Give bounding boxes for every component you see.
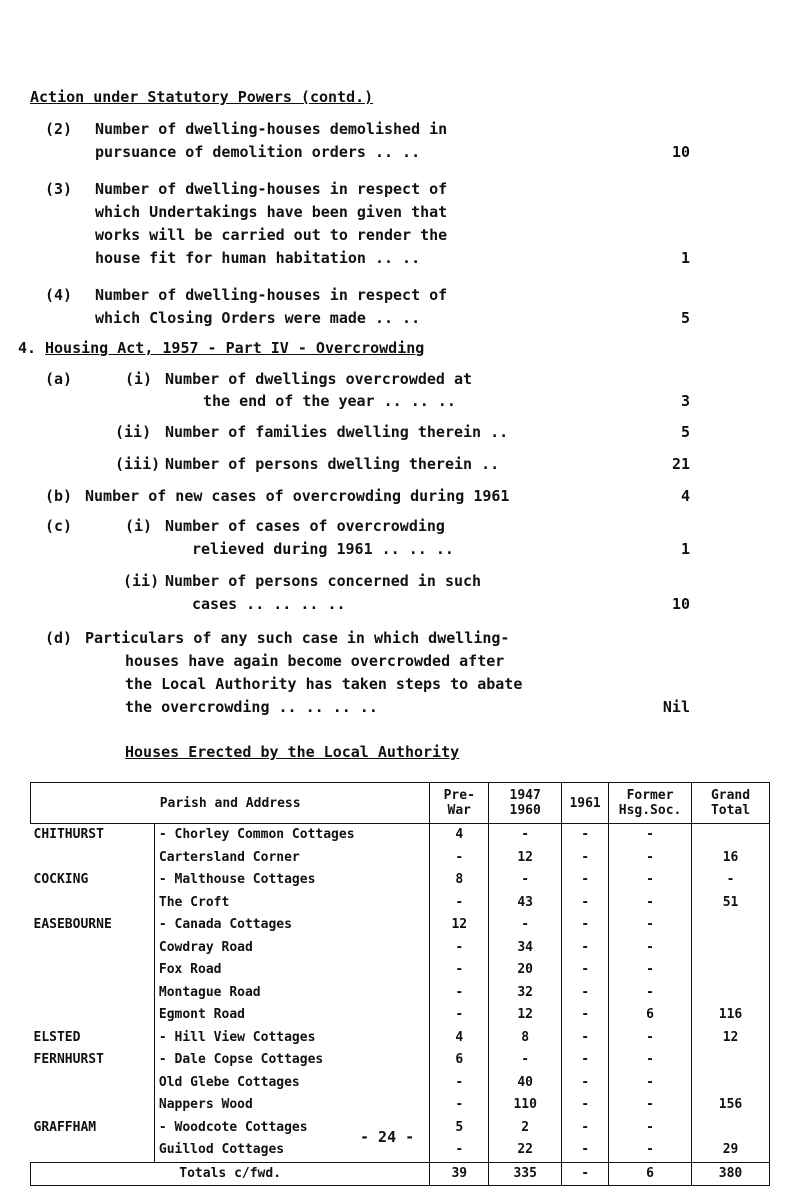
table-row [31,1004,770,1027]
row-pre-war: - [430,892,489,915]
row-former: - [609,1117,692,1140]
row-parish [31,937,155,960]
item-3-line-4: house fit for human habitation .. .. [95,249,421,267]
sub-c-ii-line-1: Number of persons concerned in such [165,572,482,590]
row-grand-total [692,824,770,847]
table-row [31,869,770,892]
row-former: - [609,1094,692,1117]
table-row [31,892,770,915]
row-grand-total: 29 [692,1139,770,1162]
row-1961: - [562,1094,609,1117]
row-pre-war: 5 [430,1117,489,1140]
item-3-number: (3) [45,180,73,198]
sub-a-iii-label: (iii) [115,455,161,473]
table-row [31,1094,770,1117]
table-header-row [31,783,770,824]
row-address: - Canada Cottages [154,914,429,937]
row-grand-total [692,982,770,1005]
page-heading: Action under Statutory Powers (contd.) [30,88,374,106]
sub-c-label: (c) [45,517,73,535]
row-grand-total: - [692,869,770,892]
sub-c-ii-value: 10 [671,595,690,613]
row-1947-1960: - [489,1049,562,1072]
item-3-line-2: which Undertakings have been given that [95,203,448,221]
sub-a-i-value: 3 [680,392,690,410]
item-2-line-1: Number of dwelling-houses demolished in [95,120,448,138]
row-1947-1960: 12 [489,1004,562,1027]
sub-a-label: (a) [45,370,73,388]
sub-a-i-line-2: the end of the year .. .. .. [203,392,456,410]
totals-1947-1960: 335 [489,1162,562,1185]
row-former: - [609,1139,692,1162]
row-pre-war: 8 [430,869,489,892]
row-1961: - [562,1139,609,1162]
row-address: - Chorley Common Cottages [154,824,429,847]
sub-d-line-4: the overcrowding .. .. .. .. [125,698,378,716]
totals-former: 6 [609,1162,692,1185]
row-1947-1960: 43 [489,892,562,915]
row-parish: COCKING [31,869,155,892]
row-parish [31,1139,155,1162]
row-pre-war: - [430,1072,489,1095]
item-4-value: 5 [680,309,690,327]
row-address: Egmont Road [154,1004,429,1027]
header-parish: Parish and Address [31,783,430,824]
sub-c-i-line-1: Number of cases of overcrowding [165,517,445,535]
sub-c-ii-label: (ii) [123,572,160,590]
header-grand-total: Grand Total [692,783,770,824]
row-address: The Croft [154,892,429,915]
row-grand-total [692,937,770,960]
header-1947-1960: 1947 1960 [489,783,562,824]
row-1947-1960: 22 [489,1139,562,1162]
row-1961: - [562,892,609,915]
sub-a-i-label: (i) [125,370,153,388]
row-1947-1960: 40 [489,1072,562,1095]
item-3-line-3: works will be carried out to render the [95,226,448,244]
table-row [31,937,770,960]
row-grand-total: 16 [692,847,770,870]
row-1961: - [562,1049,609,1072]
row-1961: - [562,1117,609,1140]
row-1961: - [562,824,609,847]
sub-b-text: Number of new cases of overcrowding during 1961 [85,487,510,505]
row-grand-total [692,1049,770,1072]
row-parish [31,1072,155,1095]
row-parish [31,1094,155,1117]
row-1961: - [562,869,609,892]
row-pre-war: - [430,1004,489,1027]
item-2-line-2: pursuance of demolition orders .. .. [95,143,421,161]
row-pre-war: - [430,1139,489,1162]
sub-a-iii-text: Number of persons dwelling therein .. [165,455,500,473]
table-row [31,824,770,847]
row-grand-total: 51 [692,892,770,915]
totals-pre-war: 39 [430,1162,489,1185]
row-address: - Malthouse Cottages [154,869,429,892]
table-title: Houses Erected by the Local Authority [125,743,460,761]
row-parish: FERNHURST [31,1049,155,1072]
sub-d-line-3: the Local Authority has taken steps to abate [125,675,523,693]
row-grand-total [692,959,770,982]
row-parish: GRAFFHAM [31,1117,155,1140]
table-row [31,959,770,982]
row-1947-1960: - [489,869,562,892]
sub-b-label: (b) [45,487,73,505]
row-former: - [609,869,692,892]
row-pre-war: 6 [430,1049,489,1072]
row-1961: - [562,847,609,870]
row-former: - [609,959,692,982]
row-former: - [609,937,692,960]
item-4-line-2: which Closing Orders were made .. .. [95,309,421,327]
table-row [31,1027,770,1050]
row-1947-1960: 32 [489,982,562,1005]
sub-c-i-label: (i) [125,517,153,535]
header-pre-war: Pre- War [430,783,489,824]
row-address: Cowdray Road [154,937,429,960]
item-3-value: 1 [680,249,690,267]
row-1947-1960: - [489,824,562,847]
row-1947-1960: - [489,914,562,937]
row-1947-1960: 12 [489,847,562,870]
row-former: - [609,1049,692,1072]
row-1961: - [562,1072,609,1095]
row-pre-war: 4 [430,1027,489,1050]
row-pre-war: - [430,847,489,870]
row-address: Cartersland Corner [154,847,429,870]
row-former: - [609,892,692,915]
item-3-line-1: Number of dwelling-houses in respect of [95,180,448,198]
row-grand-total [692,1117,770,1140]
row-1947-1960: 20 [489,959,562,982]
row-address: - Hill View Cottages [154,1027,429,1050]
row-former: - [609,847,692,870]
sub-a-i-line-1: Number of dwellings overcrowded at [165,370,473,388]
sub-a-ii-text: Number of families dwelling therein .. [165,423,509,441]
totals-grand-total: 380 [692,1162,770,1185]
row-address: Fox Road [154,959,429,982]
row-former: - [609,1072,692,1095]
section-4-title: Housing Act, 1957 - Part IV - Overcrowding [45,339,425,357]
totals-label: Totals c/fwd. [31,1162,430,1185]
row-1947-1960: 8 [489,1027,562,1050]
row-grand-total: 116 [692,1004,770,1027]
row-pre-war: - [430,982,489,1005]
totals-1961: - [562,1162,609,1185]
row-grand-total [692,914,770,937]
header-1961: 1961 [562,783,609,824]
sub-d-line-1: Particulars of any such case in which dwelling- [85,629,510,647]
row-address: Montague Road [154,982,429,1005]
row-1961: - [562,959,609,982]
sub-a-ii-value: 5 [680,423,690,441]
sub-d-line-2: houses have again become overcrowded after [125,652,505,670]
row-pre-war: 4 [430,824,489,847]
row-parish: ELSTED [31,1027,155,1050]
sub-c-ii-line-2: cases .. .. .. .. [192,595,346,613]
row-parish: EASEBOURNE [31,914,155,937]
section-4-number: 4. [18,339,37,357]
table-row [31,1072,770,1095]
row-parish [31,959,155,982]
row-former: - [609,824,692,847]
row-1961: - [562,937,609,960]
sub-a-ii-label: (ii) [115,423,152,441]
item-4-line-1: Number of dwelling-houses in respect of [95,286,448,304]
row-former: 6 [609,1004,692,1027]
row-grand-total [692,1072,770,1095]
totals-row [31,1162,770,1185]
row-1961: - [562,982,609,1005]
row-1947-1960: 110 [489,1094,562,1117]
row-pre-war: 12 [430,914,489,937]
table-row [31,1049,770,1072]
row-1947-1960: 34 [489,937,562,960]
row-former: - [609,914,692,937]
table-row [31,914,770,937]
sub-c-i-value: 1 [680,540,690,558]
row-pre-war: - [430,1094,489,1117]
row-1947-1960: 2 [489,1117,562,1140]
sub-b-value: 4 [680,487,690,505]
sub-d-label: (d) [45,629,73,647]
row-address: Guillod Cottages [154,1139,429,1162]
row-1961: - [562,1027,609,1050]
row-parish [31,892,155,915]
row-pre-war: - [430,959,489,982]
table-row [31,982,770,1005]
row-parish [31,1004,155,1027]
row-address: Nappers Wood [154,1094,429,1117]
sub-a-iii-value: 21 [671,455,690,473]
row-1961: - [562,1004,609,1027]
row-1961: - [562,914,609,937]
page-number: - 24 - [360,1128,415,1146]
item-4-number: (4) [45,286,73,304]
header-former: Former Hsg.Soc. [609,783,692,824]
row-grand-total: 12 [692,1027,770,1050]
row-pre-war: - [430,937,489,960]
item-2-value: 10 [671,143,690,161]
row-parish: CHITHURST [31,824,155,847]
item-2-number: (2) [45,120,73,138]
sub-c-i-line-2: relieved during 1961 .. .. .. [192,540,454,558]
row-former: - [609,1027,692,1050]
row-former: - [609,982,692,1005]
sub-d-value: Nil [662,698,690,716]
row-parish [31,847,155,870]
row-grand-total: 156 [692,1094,770,1117]
row-address: Old Glebe Cottages [154,1072,429,1095]
table-row [31,847,770,870]
row-address: - Dale Copse Cottages [154,1049,429,1072]
row-parish [31,982,155,1005]
houses-table [30,782,770,1186]
row-address: - Woodcote Cottages [154,1117,429,1140]
